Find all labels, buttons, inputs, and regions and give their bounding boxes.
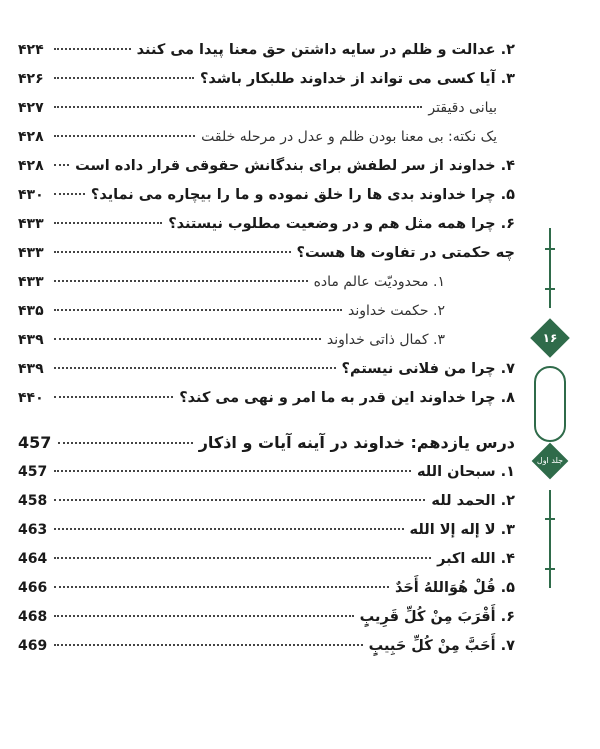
toc-entry[interactable]	[18, 239, 515, 268]
toc-entry-title: چه حکمتی در تفاوت ها هست؟	[296, 245, 515, 261]
toc-entry[interactable]	[18, 384, 515, 413]
ornament-dash	[545, 518, 555, 520]
toc-entry-page: ۴۳۰	[18, 187, 44, 203]
toc-entry-page: 468	[18, 609, 48, 625]
toc-entry[interactable]	[18, 297, 515, 326]
toc-entry[interactable]	[18, 181, 515, 210]
toc-entry-page: ۴۳۳	[18, 245, 44, 261]
toc-leader-dots	[54, 164, 69, 166]
toc-leader-dots	[54, 396, 173, 398]
toc-entry[interactable]	[18, 516, 515, 545]
toc-entry-title: ۳. لا إله إلا الله	[409, 522, 515, 538]
toc-entry-title: ۱. سبحان الله	[416, 464, 515, 480]
toc-leader-dots	[54, 48, 131, 50]
toc-leader-dots	[54, 615, 354, 617]
toc-entry[interactable]	[18, 65, 515, 94]
volume-label: جلد اول	[536, 456, 564, 465]
toc-entry-page: ۴۳۳	[18, 216, 44, 232]
toc-entry-title: ۲. حکمت خداوند	[347, 303, 445, 319]
toc-entry-page: ۴۲۴	[18, 42, 44, 58]
toc-leader-dots	[54, 367, 336, 369]
toc-leader-dots	[54, 644, 363, 646]
toc-leader-dots	[54, 77, 194, 79]
toc-entry-title: ۸. چرا خداوند این قدر به ما امر و نهی می کند؟	[179, 390, 515, 406]
toc-entry[interactable]	[18, 152, 515, 181]
toc-entry-title: ۴. خداوند از سر لطفش برای بندگانش حقوقی قرار داده است	[75, 158, 515, 174]
toc-entry-title: ۲. الحمد لله	[431, 493, 515, 509]
series-logo-icon	[534, 366, 566, 442]
toc-entry-title: ۴. الله اکبر	[437, 551, 515, 567]
toc-entry[interactable]	[18, 36, 515, 65]
toc-entry-title: یک نکته: بی معنا بودن ظلم و عدل در مرحله خلقت	[201, 129, 497, 145]
lesson-heading-page: 457	[18, 433, 52, 452]
toc-entry-title: ۳. آیا کسی می تواند از خداوند طلبکار باشد؟	[199, 71, 515, 87]
toc-section-2	[18, 428, 515, 661]
toc-entry-page: 463	[18, 522, 48, 538]
toc-leader-dots	[54, 135, 195, 137]
toc-entry[interactable]	[18, 94, 515, 123]
toc-leader-dots	[54, 251, 291, 253]
side-ornament	[530, 228, 570, 588]
toc-leader-dots	[54, 222, 162, 224]
toc-entry[interactable]	[18, 574, 515, 603]
toc-entry-page: ۴۳۹	[18, 361, 44, 377]
toc-entry-title: ۱. محدودیّت عالم ماده	[313, 274, 445, 290]
lesson-heading-title: درس یازدهم: خداوند در آینه آیات و اذکار	[198, 433, 515, 452]
toc-leader-dots	[54, 528, 404, 530]
lesson-heading[interactable]	[18, 428, 515, 458]
toc-leader-dots	[54, 470, 411, 472]
ornament-dash	[545, 288, 555, 290]
toc-leader-dots	[54, 586, 389, 588]
toc-entry[interactable]	[18, 210, 515, 239]
toc-entry[interactable]	[18, 632, 515, 661]
toc-entry-page: 458	[18, 493, 48, 509]
toc-entry-title: ۵. قُلْ هُوَاللهُ أَحَدٌ	[394, 580, 515, 596]
page-number: ۱۶	[542, 331, 558, 345]
ornament-line	[549, 490, 551, 588]
toc-entry-title: ۷. أَحَبَّ مِنْ كُلِّ حَبِيبٍ	[368, 638, 515, 654]
toc-entry[interactable]	[18, 268, 515, 297]
toc-leader-dots	[54, 557, 431, 559]
toc-entry-page: 466	[18, 580, 48, 596]
toc-entry[interactable]	[18, 326, 515, 355]
toc-leader-dots	[54, 106, 422, 108]
toc-entry-title: ۶. أَقْرَبَ مِنْ كُلِّ قَرِيبٍ	[359, 609, 515, 625]
toc-entry-page: ۴۲۸	[18, 158, 44, 174]
toc-entry[interactable]	[18, 487, 515, 516]
toc-entry[interactable]	[18, 355, 515, 384]
toc-entry-page: ۴۲۷	[18, 100, 44, 116]
toc-leader-dots	[58, 442, 193, 444]
toc-entry[interactable]	[18, 545, 515, 574]
toc-entry-page: ۴۳۳	[18, 274, 44, 290]
toc-entry-page: 469	[18, 638, 48, 654]
toc-entry[interactable]	[18, 123, 515, 152]
ornament-line	[549, 228, 551, 308]
toc-entry-page: ۴۴۰	[18, 390, 44, 406]
toc-section-1	[18, 36, 515, 413]
ornament-dash	[545, 248, 555, 250]
toc-entry[interactable]	[18, 458, 515, 487]
toc-entry-title: ۶. چرا همه مثل هم و در وضعیت مطلوب نیستند؟	[168, 216, 515, 232]
toc-entry-title: ۲. عدالت و ظلم در سایه داشتن حق معنا پیدا می کنند	[136, 42, 515, 58]
toc-entry-page: ۴۳۵	[18, 303, 44, 319]
toc-entry-title: ۳. کمال ذاتی خداوند	[326, 332, 445, 348]
toc-entry-page: ۴۲۸	[18, 129, 44, 145]
toc-entry-page: ۴۲۶	[18, 71, 44, 87]
toc-leader-dots	[54, 280, 308, 282]
toc-entry-page: 464	[18, 551, 48, 567]
toc-leader-dots	[54, 309, 342, 311]
toc-entry-title: ۷. چرا من فلانی نیستم؟	[341, 361, 515, 377]
toc-entry-page: ۴۳۹	[18, 332, 44, 348]
toc-entry-page: 457	[18, 464, 48, 480]
toc-leader-dots	[54, 499, 425, 501]
ornament-dash	[545, 568, 555, 570]
toc-entry-title: بیانی دقیقتر	[428, 100, 497, 116]
toc-entry-title: ۵. چرا خداوند بدی ها را خلق نموده و ما را بیچاره می نماید؟	[90, 187, 515, 203]
toc-entry[interactable]	[18, 603, 515, 632]
toc-leader-dots	[54, 338, 321, 340]
toc-leader-dots	[54, 193, 85, 195]
